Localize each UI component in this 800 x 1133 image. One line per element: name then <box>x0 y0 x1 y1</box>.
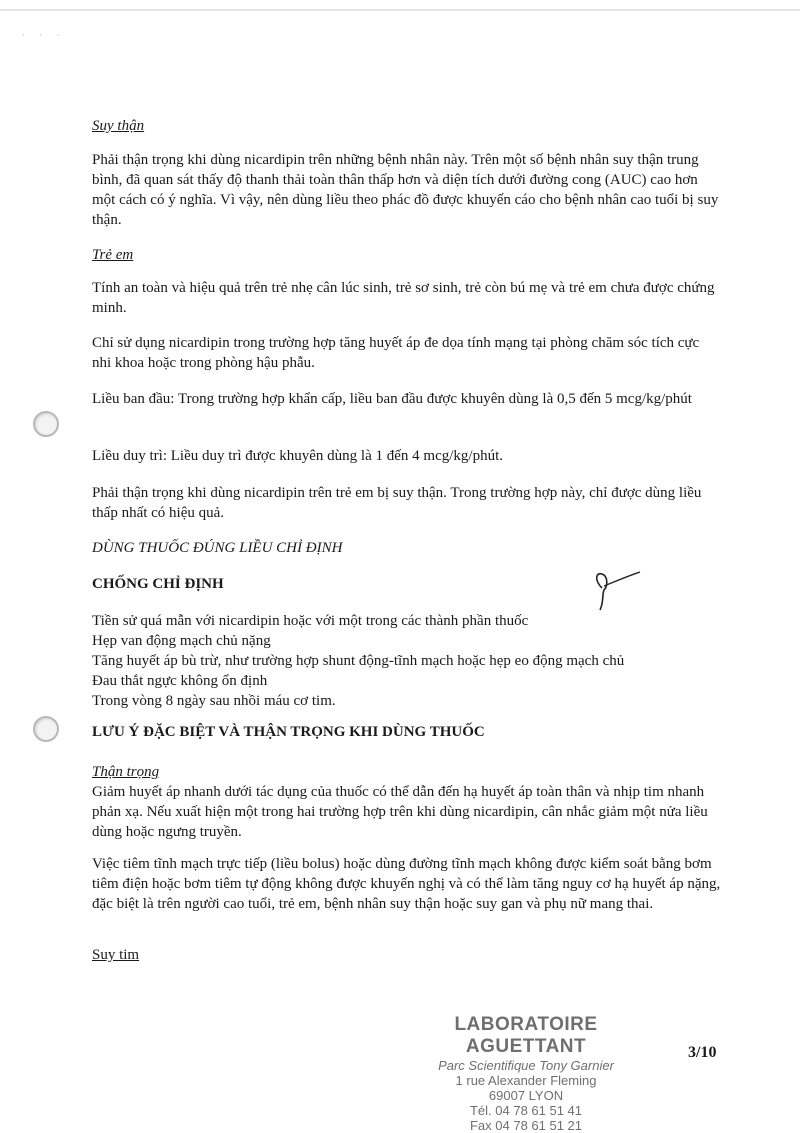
scan-specks: · · · <box>22 30 66 40</box>
contra-item: Đau thắt ngực không ổn định <box>92 673 268 689</box>
company-stamp <box>396 1014 656 1133</box>
children-paragraph-1: Tính an toàn và hiệu quả trên trẻ nhẹ cân lúc sinh, trẻ sơ sinh, trẻ còn bú mẹ và trẻ em chưa được chứng minh. <box>92 280 715 316</box>
punch-hole-upper <box>33 411 59 437</box>
stamp-company-name: LABORATOIRE AGUETTANT <box>454 1014 598 1057</box>
children-paragraph-3: Liều ban đầu: Trong trường hợp khẩn cấp, liều ban đầu được khuyên dùng là 0,5 đến 5 mcg/kg/phút <box>92 391 692 407</box>
heart-failure-title: Suy tim <box>92 947 140 963</box>
children-section-title: Trẻ em <box>92 247 134 263</box>
stamp-address-line: Parc Scientifique Tony Garnier <box>438 1058 614 1073</box>
stamp-address-line: 69007 LYON <box>488 1088 564 1103</box>
stamp-fax: Fax 04 78 61 51 21 <box>469 1118 583 1133</box>
contra-item: Trong vòng 8 ngày sau nhồi máu cơ tim. <box>92 693 336 709</box>
contraindications-list <box>92 611 722 711</box>
handwritten-signature <box>588 568 648 614</box>
children-paragraph-4: Liều duy trì: Liều duy trì được khuyên dùng là 1 đến 4 mcg/kg/phút. <box>92 448 503 464</box>
caution-paragraph-2: Việc tiêm tĩnh mạch trực tiếp (liều bolus) hoặc dùng đường tĩnh mạch không được kiểm soát bằng bơm tiêm điện hoặc bơm tiêm tự động không được khuyến nghị và có thể làm tăng nguy cơ hạ huyết áp nặng, đặc biệt là trên người cao tuổi, trẻ em, bệnh nhân suy thận hoặc suy gan và phụ nữ mang thai. <box>92 856 721 912</box>
contra-item: Hẹp van động mạch chủ nặng <box>92 633 271 649</box>
caution-title: Thận trọng <box>92 764 160 780</box>
warnings-heading: LƯU Ý ĐẶC BIỆT VÀ THẬN TRỌNG KHI DÙNG THUỐC <box>92 724 485 740</box>
renal-section-title: Suy thận <box>92 118 145 134</box>
contra-item: Tăng huyết áp bù trừ, như trường hợp shunt động-tĩnh mạch hoặc hẹp eo động mạch chủ <box>92 653 625 669</box>
contra-item: Tiền sử quá mẫn với nicardipin hoặc với một trong các thành phần thuốc <box>92 613 529 629</box>
children-paragraph-5: Phải thận trọng khi dùng nicardipin trên trẻ em bị suy thận. Trong trường hợp này, chỉ được dùng liều thấp nhất có hiệu quả. <box>92 485 702 521</box>
renal-paragraph: Phải thận trọng khi dùng nicardipin trên những bệnh nhân này. Trên một số bệnh nhân suy thận trung bình, đã quan sát thấy độ thanh thải toàn thân thấp hơn và diện tích dưới đường cong (AUC) cao hơn một cách có ý nghĩa. Vì vậy, nên dùng liều theo phác đồ được khuyến cáo cho bệnh nhân cao tuổi bị suy thận. <box>92 152 719 228</box>
contraindications-heading: CHỐNG CHỈ ĐỊNH <box>92 576 224 592</box>
page-number: 3/10 <box>688 1044 717 1061</box>
children-paragraph-2: Chỉ sử dụng nicardipin trong trường hợp tăng huyết áp đe dọa tính mạng tại phòng chăm sóc tích cực nhi khoa hoặc trong phòng hậu phẫu. <box>92 335 700 371</box>
caution-paragraph-1: Giảm huyết áp nhanh dưới tác dụng của thuốc có thể dẫn đến hạ huyết áp toàn thân và nhịp tim nhanh phản xạ. Nếu xuất hiện một trong hai trường hợp trên khi dùng nicardipin, cân nhắc giảm một nửa liều dùng hoặc ngưng truyền. <box>92 784 708 840</box>
punch-hole-lower <box>33 716 59 742</box>
dosage-notice: DÙNG THUỐC ĐÚNG LIỀU CHỈ ĐỊNH <box>92 540 343 556</box>
stamp-phone: Tél. 04 78 61 51 41 <box>469 1103 583 1118</box>
stamp-address-line: 1 rue Alexander Fleming <box>455 1073 597 1088</box>
page-top-edge <box>0 9 800 11</box>
